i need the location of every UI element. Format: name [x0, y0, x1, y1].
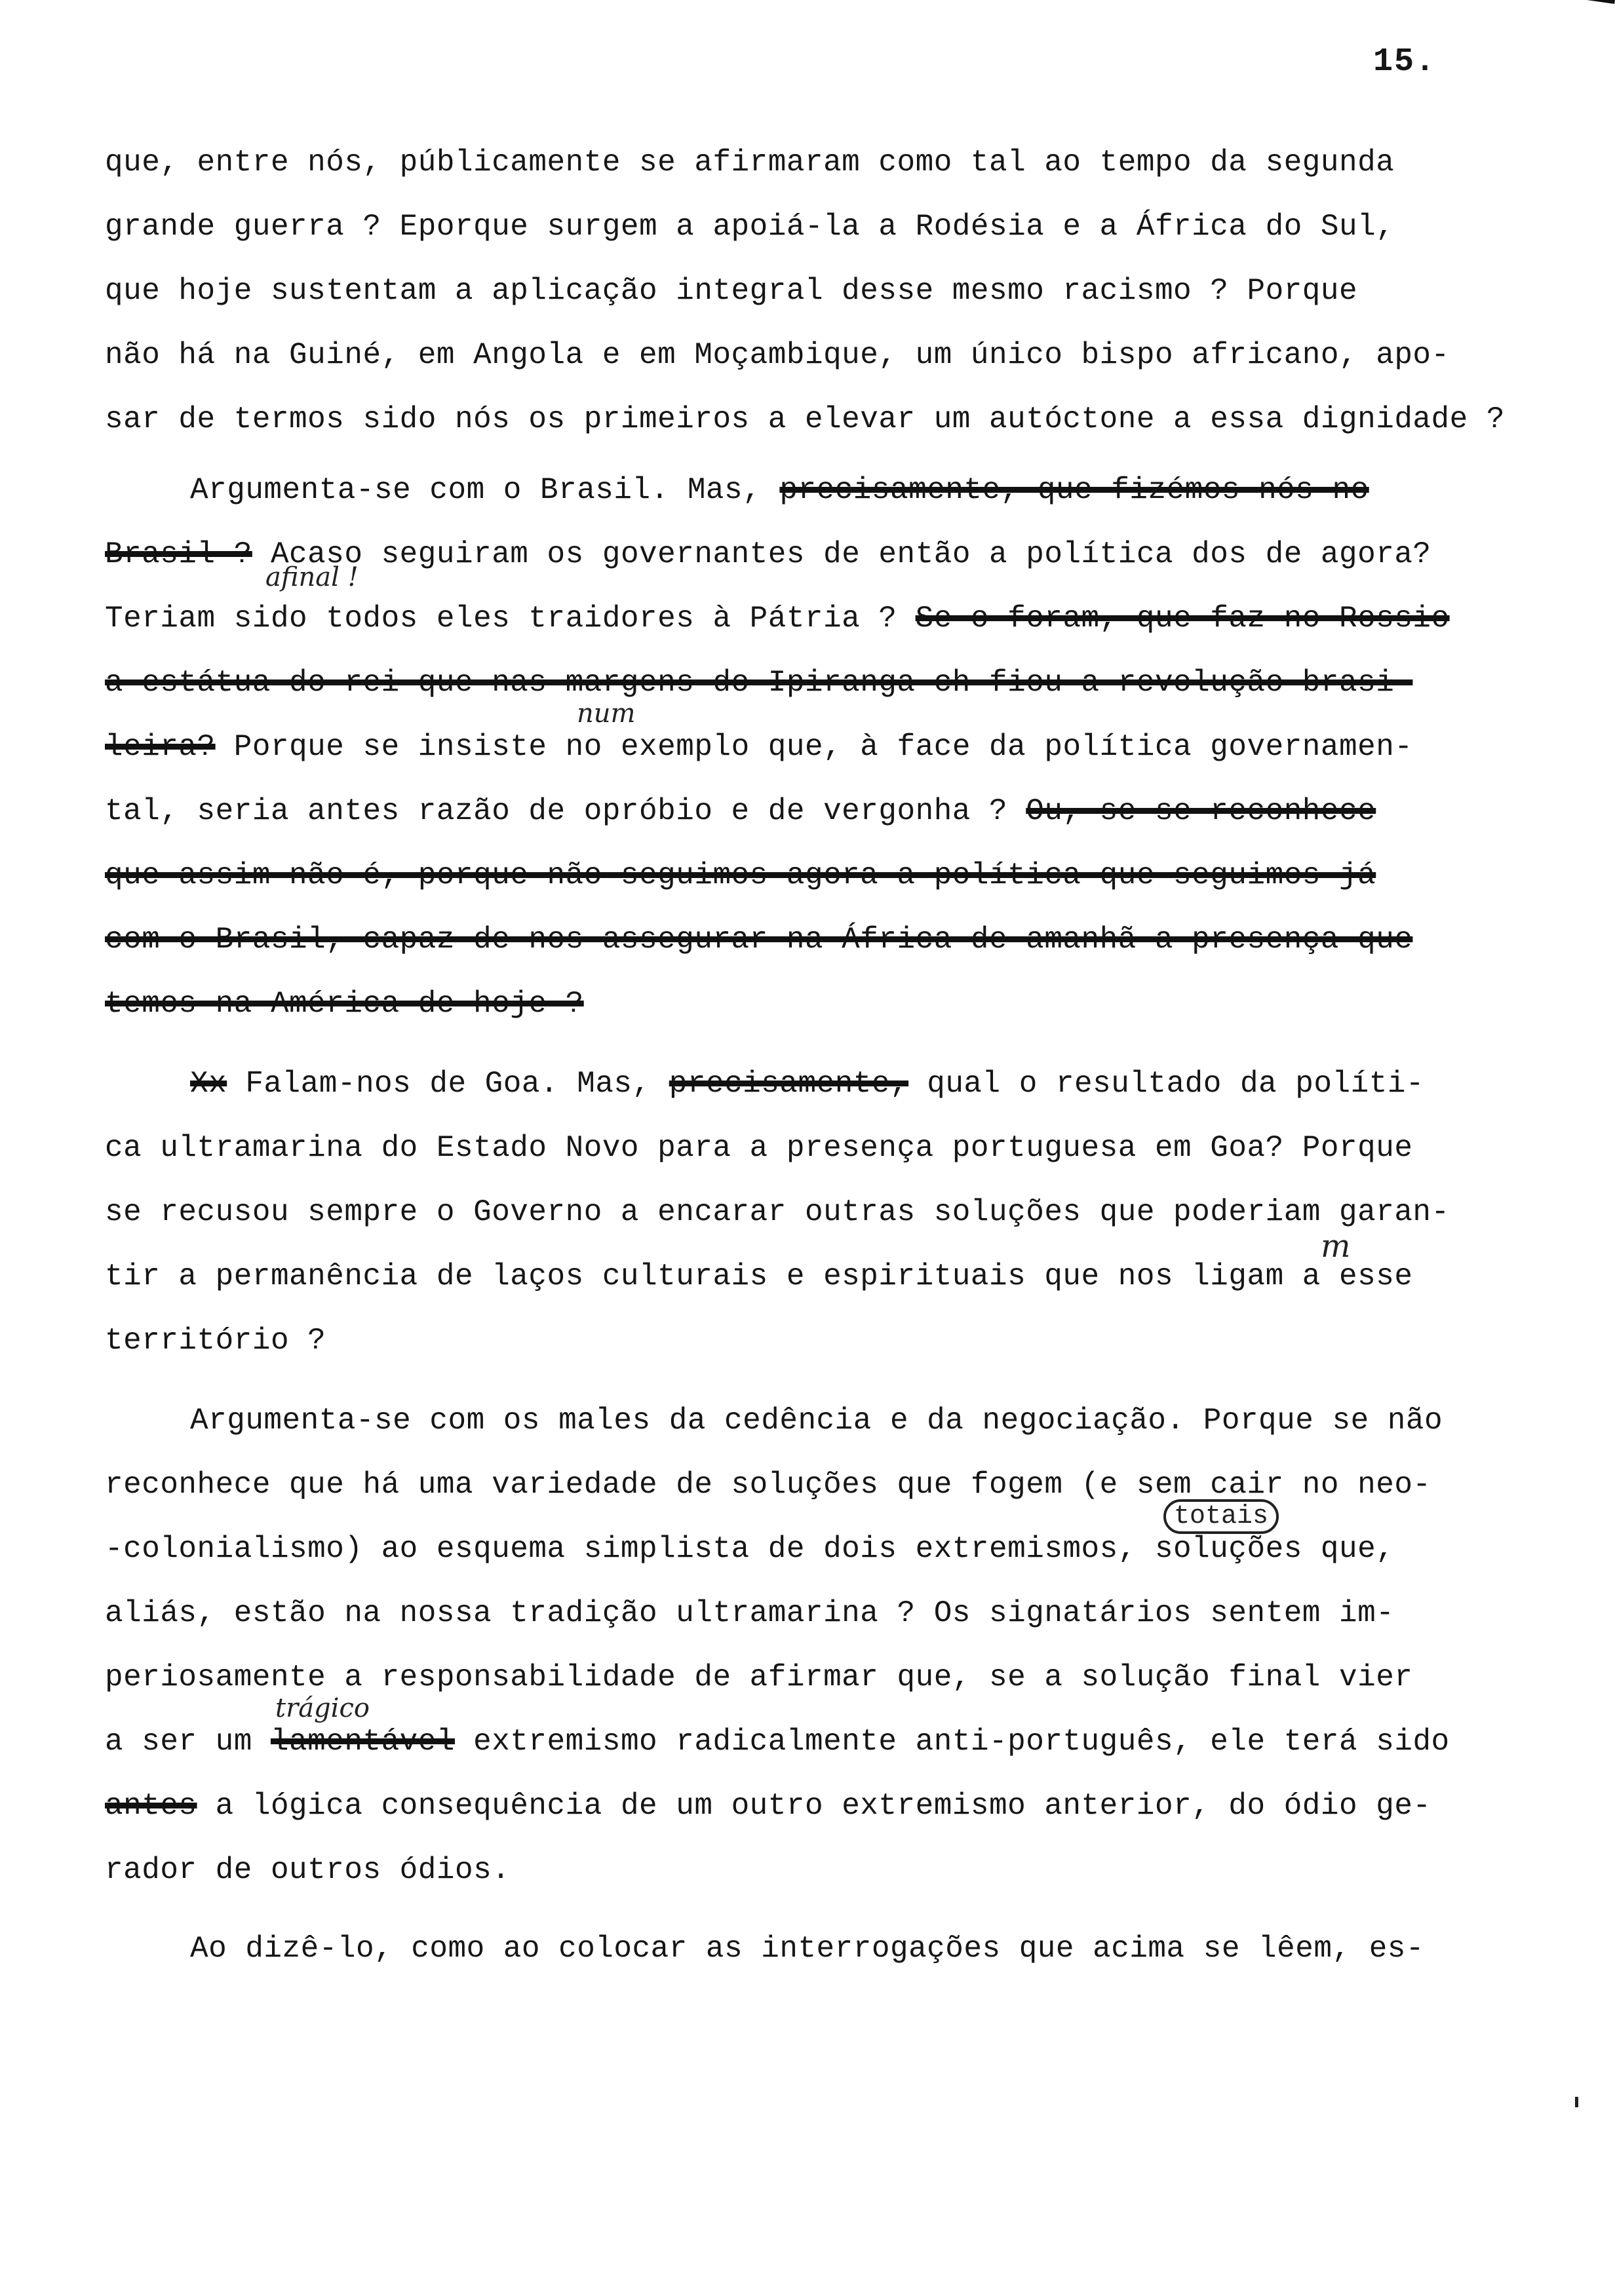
handwritten-annotation — [1163, 1499, 1279, 1531]
text-line: periosamente a responsabilidade de afirmar que, se a solução final vier — [105, 1660, 1413, 1694]
text-span: a ser um — [105, 1725, 252, 1759]
text-line — [105, 920, 1412, 959]
text-line: que hoje sustentam a aplicação integral desse mesmo racismo ? Porque — [105, 274, 1358, 308]
text-line: sar de termos sido nós os primeiros a elevar um autóctone a essa dignidade ? — [105, 402, 1505, 436]
handwritten-annotation: num — [577, 698, 636, 729]
text-line: -colonialismo) ao esquema simplista de dois extremismos, soluções que, — [105, 1532, 1395, 1566]
text-line: grande guerra ? Eporque surgem a apoiá-la a Rodésia e a África do Sul, — [105, 210, 1395, 244]
struck-text: leira? — [105, 730, 216, 764]
text-span: Teriam sido todos eles traidores à Pátria ? — [105, 602, 897, 636]
text-line: que, entre nós, públicamente se afirmaram como tal ao tempo da segunda — [105, 145, 1395, 180]
text-line: se recusou sempre o Governo a encarar outras soluções que poderiam garan- — [105, 1195, 1450, 1229]
struck-text: temos na América de hoje ? — [105, 987, 584, 1021]
handwritten-annotation: m — [1321, 1228, 1351, 1265]
text-line: rador de outros ódios. — [105, 1853, 511, 1887]
text-line: aliás, estão na nossa tradição ultramarina ? Os signatários sentem im- — [105, 1596, 1395, 1630]
struck-text: Brasil ? — [105, 537, 252, 571]
corner-mark — [1500, 0, 1615, 30]
text-line — [105, 727, 1412, 767]
text-line: reconhece que há uma variedade de soluções que fogem (e sem cair no neo- — [105, 1468, 1431, 1502]
struck-text: Ou, se se reconhece — [1026, 794, 1376, 828]
text-span: tal, seria antes razão de opróbio e de vergonha ? — [105, 794, 1008, 828]
text-span: Argumenta-se com o Brasil. Mas, — [190, 473, 762, 507]
paper-fleck — [1575, 2097, 1578, 2107]
text-line — [190, 1064, 1424, 1103]
struck-text: lamentável — [270, 1725, 455, 1759]
struck-text: a estátua do rei que nas margens do Ipiranga ch fiou a revolução brasi- — [105, 666, 1413, 700]
text-span: Acaso seguiram os governantes de então a política dos de agora? — [270, 537, 1431, 571]
text-line: não há na Guiné, em Angola e em Moçambique, um único bispo africano, apo- — [105, 338, 1450, 372]
text-line — [105, 599, 1450, 638]
text-span: extremismo radicalmente anti-português, ele terá sido — [473, 1725, 1450, 1759]
text-span: a lógica consequência de um outro extremismo anterior, do ódio ge- — [215, 1789, 1431, 1823]
text-line: Argumenta-se com os males da cedência e da negociação. Porque se não — [190, 1404, 1443, 1438]
text-line — [105, 984, 584, 1024]
text-span: Porque se insiste no exemplo que, à face da política governamen- — [233, 730, 1413, 764]
text-line — [190, 470, 1369, 510]
text-line — [105, 663, 1412, 702]
handwritten-annotation: afinal ! — [265, 562, 359, 592]
handwritten-annotation: trágico — [275, 1693, 370, 1723]
text-line — [105, 856, 1376, 895]
text-line: Ao dizê-lo, como ao colocar as interrogações que acima se lêem, es- — [190, 1932, 1425, 1966]
text-line: território ? — [105, 1324, 326, 1358]
text-line — [105, 792, 1376, 831]
text-span: qual o resultado da políti- — [927, 1067, 1425, 1101]
struck-text: Se o foram, que faz no Rossio — [915, 602, 1450, 636]
circled-annotation: totais — [1163, 1499, 1279, 1534]
struck-text: que assim não é, porque não seguimos agora a política que seguimos já — [105, 858, 1376, 892]
text-line: ca ultramarina do Estado Novo para a presença portuguesa em Goa? Porque — [105, 1131, 1413, 1165]
struck-text: Xx — [190, 1067, 227, 1101]
struck-text: precisamente, que fizémos nós no — [779, 473, 1369, 507]
text-line — [105, 1722, 1450, 1761]
struck-text: antes — [105, 1789, 197, 1823]
struck-text: precisamente, — [669, 1067, 909, 1101]
text-line: tir a permanência de laços culturais e espirituais que nos ligam a esse — [105, 1259, 1413, 1293]
struck-text: com o Brasil, capaz de nos assegurar na África de amanhã a presença que — [105, 923, 1413, 957]
text-line — [105, 1786, 1431, 1826]
page-number: 15. — [1373, 43, 1437, 81]
text-span: Falam-nos de Goa. Mas, — [245, 1067, 651, 1101]
